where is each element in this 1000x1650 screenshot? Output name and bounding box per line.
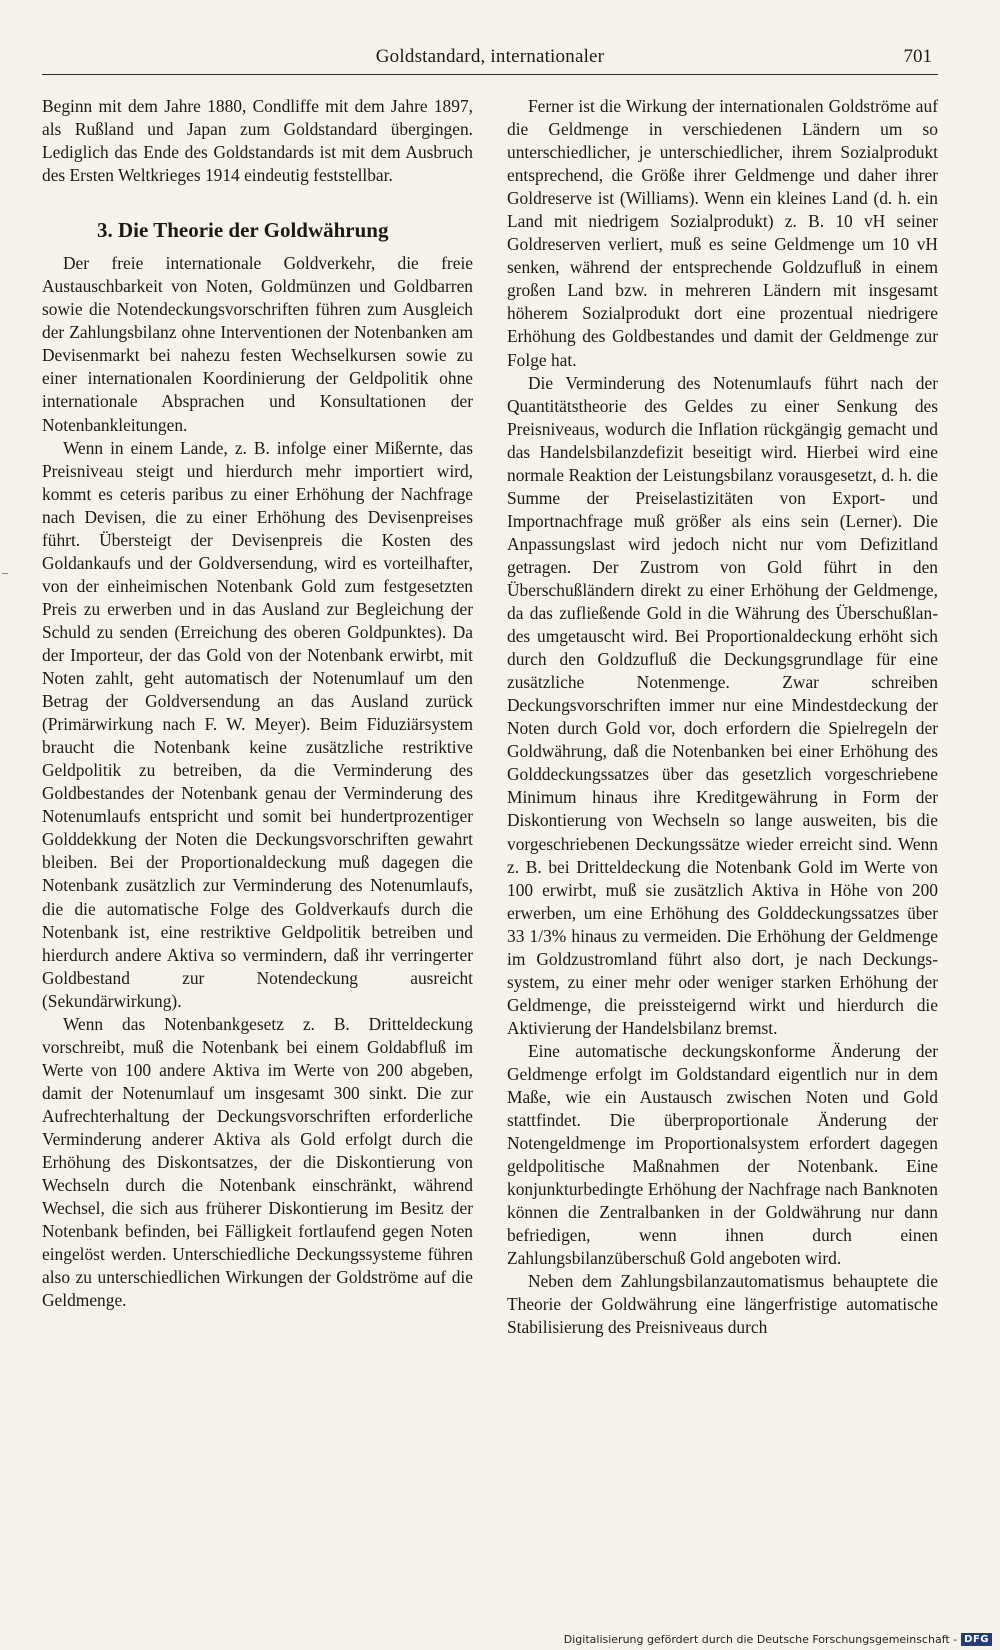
right-column: [507, 95, 938, 1340]
section-heading: 3. Die Theorie der Goldwährung: [97, 218, 389, 243]
footer-credit: Digitalisierung gefördert durch die Deutsche Forschungsgemeinschaft -: [563, 1633, 958, 1646]
paragraph: Ferner ist die Wirkung der internationalen Goldströme auf die Geldmenge in verschiedenen Ländern um so unterschiedlicher, je unterschiedlicher, ihrem Sozialprodukt entsprechend, die Größe ihrer Geldmenge und daher ihrer Goldreserve ist (Williams). Wenn ein kleines Land (d. h. ein Land mit niedrigem Sozialprodukt) z. B. 10 vH seiner Goldreserven verliert, muß es seine Geldmenge um 10 vH senken, während der entsprechende Goldzufluß in einem großen Land bzw. in mehreren Ländern mit insgesamt höherem Sozialprodukt dort eine prozentual niedrigere Erhöhung des Goldbestandes und damit der Geldmenge zur Folge hat.: [507, 96, 938, 370]
page-header: [42, 44, 938, 75]
paragraph: Wenn das Notenbankgesetz z. B. Dritteldeckung vorschreibt, muß die Notenbank bei einem Goldabfluß im Werte von 100 andere Aktiva im Werte von 200 abgeben, damit der Notenumlauf um insgesamt 300 sinkt. Die zur Aufrechterhaltung der Deckungsvorschriften erforderliche Verminderung anderer Aktiva als Gold erfolgt durch die Erhöhung des Diskontsatzes, der die Diskontierung von Wechseln durch die Notenbank einschränkt, während Wechsel, die sich aus früherer Diskontierung im Besitz der Notenbank befinden, bei Fälligkeit fortlaufend gegen Noten eingelöst werden. Unterschiedliche Deckungssysteme führen also zu unterschiedlichen Wirkungen der Goldströme auf die Geldmenge.: [42, 1013, 473, 1311]
running-title: Goldstandard, internationaler: [375, 46, 605, 67]
paragraph: Beginn mit dem Jahre 1880, Condliffe mit dem Jahre 1897, als Rußland und Japan zum Goldstandard übergingen. Lediglich das Ende des Goldstandards ist mit dem Ausbruch des Ersten Weltkrieges 1914 eindeutig feststellbar.: [42, 96, 473, 186]
left-column: [42, 95, 473, 1312]
paragraph: Eine automatische deckungskonforme Änderung der Geldmenge erfolgt im Goldstandard eigentlich nur in dem Maße, wie ein Austausch zwischen Noten und Gold stattfindet. Die überproportionale Änderung der Notengeldmenge im Proportionalsystem erfordert dagegen geldpolitische Maßnahmen der Notenbank. Eine konjunkturbedingte Erhöhung der Nachfrage nach Banknoten können die Zentralbanken in der Goldwährung nur dann befriedigen, wenn ihnen durch einen Zahlungsbilanzüberschuß Gold angeboten wird.: [507, 1040, 938, 1269]
paragraph: Die Verminderung des Notenumlaufs führt nach der Quantitätstheorie des Geldes zu einer Senkung des Preisniveaus, wodurch die Inflation rückgängig gemacht und das Handelsbilanzdefizit beseitigt wird. Hierbei wird eine normale Reaktion der Leistungsbilanz vorausgesetzt, d. h. die Summe der Preiselastizitäten von Export- und Importnachfrage muß größer als eins sein (Lerner). Die Anpassungslast wird jedoch nicht nur vom Defizitland getragen. Der Zustrom von Gold führt in den Überschußländern direkt zu einer Erhöhung der Geldmenge, da das zufließende Gold in die Währung des Überschußlandes umgetauscht wird. Bei Proportionaldeckung erhöht sich durch den Goldzufluß die Deckungsgrundlage für eine zusätzliche Notenmenge. Zwar schreiben Deckungsvorschriften immer nur eine Mindestdeckung der Noten durch Gold vor, doch erfordern die Spielregeln der Goldwährung, daß die Notenbanken bei einer Erhöhung des Golddeckungssatzes über das gesetzlich vorgeschriebene Minimum hinaus ihre Kreditgewährung in Form der Diskontierung von Wechseln so lange ausweiten, bis die vorgeschriebenen Deckungssätze wieder erreicht sind. Wenn z. B. bei Dritteldeckung die Notenbank Gold im Werte von 100 erwirbt, muß sie zusätzlich Aktiva in Höhe von 200 erwerben, um eine Erhöhung des Golddeckungssatzes über 33 1/3% hinaus zu vermeiden. Die Erhöhung der Geldmenge im Goldzustromland führt also dort, je nach Deckungssystem, zu einer mehr oder weniger starken Erhöhung der Geldmenge, die preissteigernd wirkt und hierdurch die Aktivierung der Handelsbilanz bremst.: [507, 372, 938, 1038]
page-number: 701: [903, 46, 932, 67]
paragraph: Neben dem Zahlungsbilanzautomatismus behauptete die Theorie der Goldwährung eine längerfristige automatische Stabilisierung des Preisniveaus durch: [507, 1271, 938, 1338]
paragraph: Wenn in einem Lande, z. B. infolge einer Mißernte, das Preisniveau steigt und hierdurch mehr importiert wird, kommt es ceteris paribus zu einer Erhöhung der Nachfrage nach Devisen, die zu einer Erhöhung des Devisenpreises führt. Übersteigt der Devisenpreis die Kosten des Goldankaufs und der Goldversendung, wird es vorteilhafter, von der einheimischen Notenbank Gold zum festgesetzten Preis zu erwerben und in das Ausland zur Begleichung der Schuld zu senden (Erreichung des oberen Goldpunktes). Da der Importeur, der das Gold von der Notenbank erwirbt, mit Noten zahlt, geht automatisch der Notenumlauf um den Betrag der Goldversendung an das Ausland zurück (Primärwirkung nach F. W. Meyer). Beim Fiduziärsystem braucht die Notenbank keine zusätzliche restriktive Geldpolitik zu betreiben, da die Verminderung des Goldbestandes der Notenbank genau der Verminderung des Notenumlaufs entspricht und somit bei hundertprozentiger Golddekkung der Noten die Deckungsvorschriften gewahrt bleiben. Bei der Proportionaldeckung muß dagegen die Notenbank zusätzlich zur Verminderung des Notenumlaufs, die die automatische Folge des Goldverkaufs durch die Notenbank ist, eine restriktive Geldpolitik betreiben und hierdurch andere Aktiva so vermindern, daß ihr verringerter Goldbestand zur Notendeckung ausreicht (Sekundärwirkung).: [42, 437, 473, 1011]
digitization-footer: [564, 1633, 992, 1646]
paragraph: Der freie internationale Goldverkehr, die freie Austauschbarkeit von Noten, Goldmünzen und Goldbarren sowie die Notendeckungsvorschriften führen zum Ausgleich der Zahlungsbilanz ohne Interventionen der Notenbanken am Devisenmarkt bei nahezu festen Wechselkursen sowie zu einer internationalen Koordinierung der Geldpolitik ohne internationale Absprachen und Konsultationen der Notenbankleitungen.: [42, 253, 473, 435]
margin-mark: [2, 573, 8, 574]
dfg-logo: DFG: [961, 1633, 992, 1646]
